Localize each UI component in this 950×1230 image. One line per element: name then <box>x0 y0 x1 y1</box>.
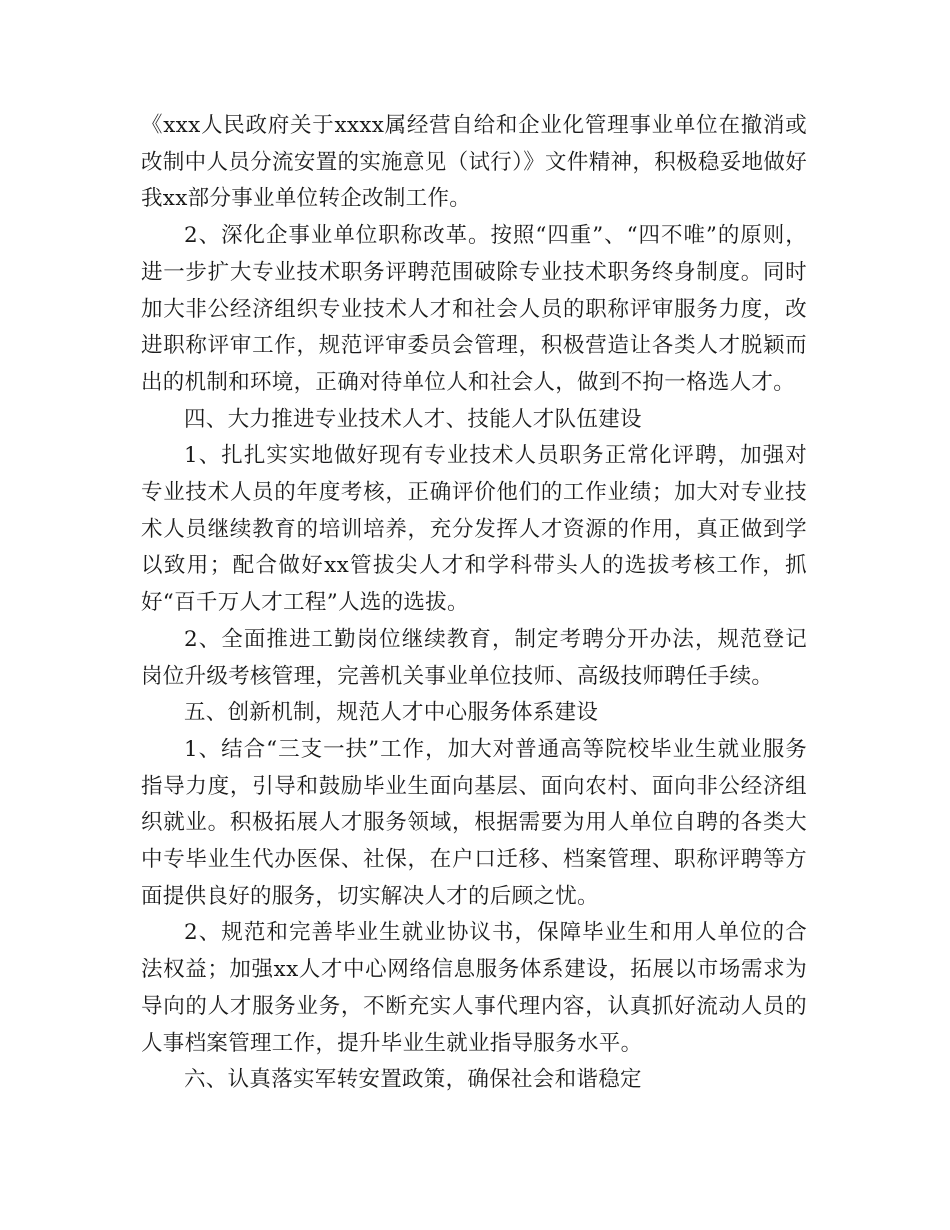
paragraph-policy-reference: 《xxx人民政府关于xxxx属经营自给和企业化管理事业单位在撤消或改制中人员分流安置的实施意见（试行）》文件精神，积极稳妥地做好我xx部分事业单位转企改制工作。 <box>141 113 807 212</box>
paragraph-service-positions: 2、全面推进工勤岗位继续教育，制定考聘分开办法，规范登记岗位升级考核管理，完善机关事业单位技师、高级技师聘任手续。 <box>141 626 807 689</box>
paragraph-employment-agreement: 2、规范和完善毕业生就业协议书，保障毕业生和用人单位的合法权益；加强xx人才中心网络信息服务体系建设，拓展以市场需求为导向的人才服务业务，不断充实人事代理内容，认真抓好流动人员的人事档案管理工作，提升毕业生就业指导服务水平。 <box>141 920 807 1056</box>
section-heading-talent-teams: 四、大力推进专业技术人才、技能人才队伍建设 <box>184 406 642 432</box>
paragraph-graduate-employment: 1、结合“三支一扶”工作，加大对普通高等院校毕业生就业服务指导力度，引导和鼓励毕业生面向基层、面向农村、面向非公经济组织就业。积极拓展人才服务领域，根据需要为用人单位自聘的各类大中专毕业生代办医保、社保，在户口迁移、档案管理、职称评聘等方面提供良好的服务，切实解决人才的后顾之忧。 <box>141 736 807 909</box>
paragraph-technical-staff: 1、扎扎实实地做好现有专业技术人员职务正常化评聘，加强对专业技术人员的年度考核，正确评价他们的工作业绩；加大对专业技术人员继续教育的培训培养，充分发挥人才资源的作用，真正做到学以致用；配合做好xx管拔尖人才和学科带头人的选拔考核工作，抓好“百千万人才工程”人选的选拔。 <box>141 443 807 616</box>
section-heading-military-resettlement: 六、认真落实军转安置政策，确保社会和谐稳定 <box>184 1067 642 1093</box>
paragraph-title-reform: 2、深化企事业单位职称改革。按照“四重”、“四不唯”的原则，进一步扩大专业技术职务评聘范围破除专业技术职务终身制度。同时加大非公经济组织专业技术人才和社会人员的职称评审服务力度，改进职称评审工作，规范评审委员会管理，积极营造让各类人才脱颖而出的机制和环境，正确对待单位人和社会人，做到不拘一格选人才。 <box>141 223 807 395</box>
section-heading-talent-center: 五、创新机制，规范人才中心服务体系建设 <box>184 700 599 726</box>
document-body <box>141 108 807 1099</box>
